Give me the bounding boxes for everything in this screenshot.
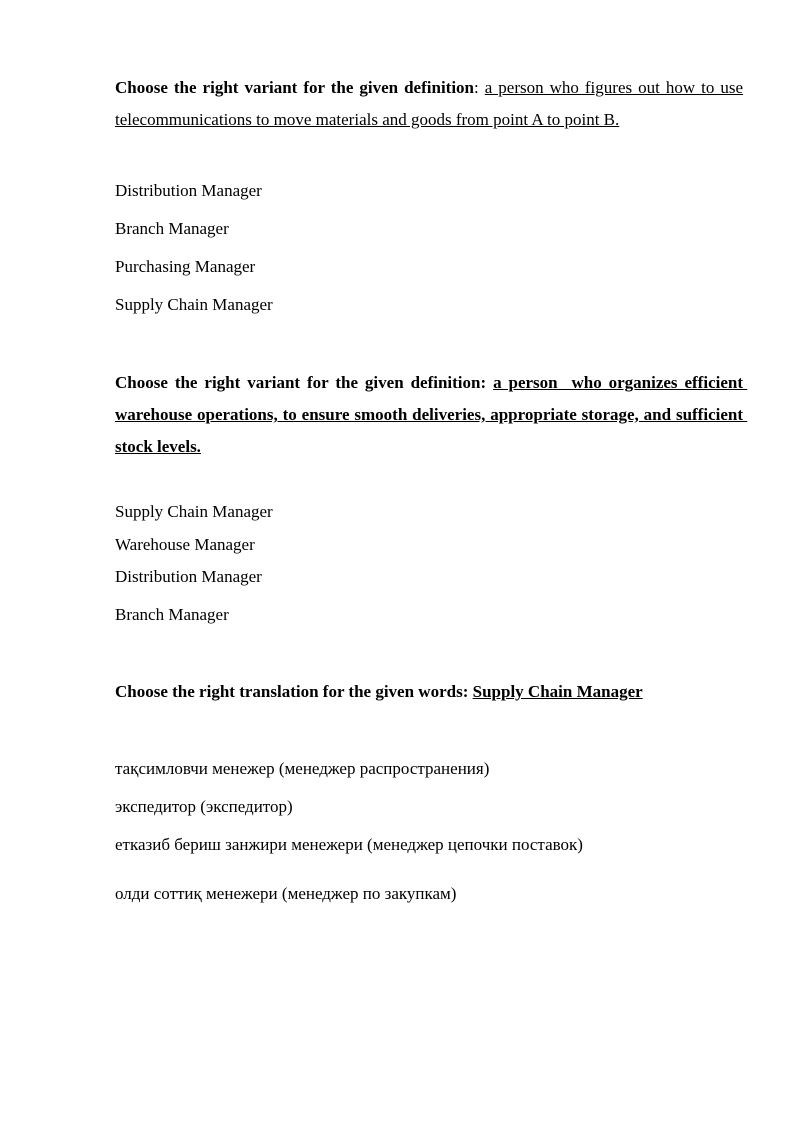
- question-2-prompt: [115, 367, 748, 463]
- question-1-option-1[interactable]: Distribution Manager: [115, 181, 262, 200]
- question-2-option-2[interactable]: Warehouse Manager: [115, 535, 255, 554]
- question-1-option-3[interactable]: Purchasing Manager: [115, 257, 256, 276]
- question-1-option-2[interactable]: Branch Manager: [115, 219, 229, 238]
- question-1-option-4[interactable]: Supply Chain Manager: [115, 295, 273, 314]
- question-3-option-4[interactable]: олди соттиқ менежери (менеджер по закупкам): [115, 884, 457, 903]
- question-3-option-1[interactable]: тақсимловчи менежер (менеджер распространения): [115, 759, 490, 778]
- question-2-lead: Choose the right variant for the given definition:: [115, 373, 487, 392]
- question-2-option-1[interactable]: Supply Chain Manager: [115, 502, 273, 521]
- question-2-definition: a person who organizes efficient warehouse operations, to ensure smooth deliveries, appropriate storage, and sufficient stock levels.: [115, 373, 748, 456]
- question-3-prompt: [115, 676, 743, 708]
- question-1-separator: :: [474, 78, 485, 97]
- question-3-option-3[interactable]: етказиб бериш занжири менежери (менеджер цепочки поставок): [115, 835, 583, 854]
- question-2-option-4[interactable]: Branch Manager: [115, 605, 229, 624]
- question-3-option-2[interactable]: экспедитор (экспедитор): [115, 797, 293, 816]
- question-3-definition: Supply Chain Manager: [472, 682, 643, 701]
- question-1-lead: Choose the right variant for the given definition: [115, 78, 475, 97]
- question-1-prompt: [115, 72, 743, 136]
- question-3-lead: Choose the right translation for the given words:: [115, 682, 469, 701]
- question-1-definition: a person who figures out how to use telecommunications to move materials and goods from point A to point B.: [115, 78, 743, 129]
- question-2-option-3[interactable]: Distribution Manager: [115, 567, 262, 586]
